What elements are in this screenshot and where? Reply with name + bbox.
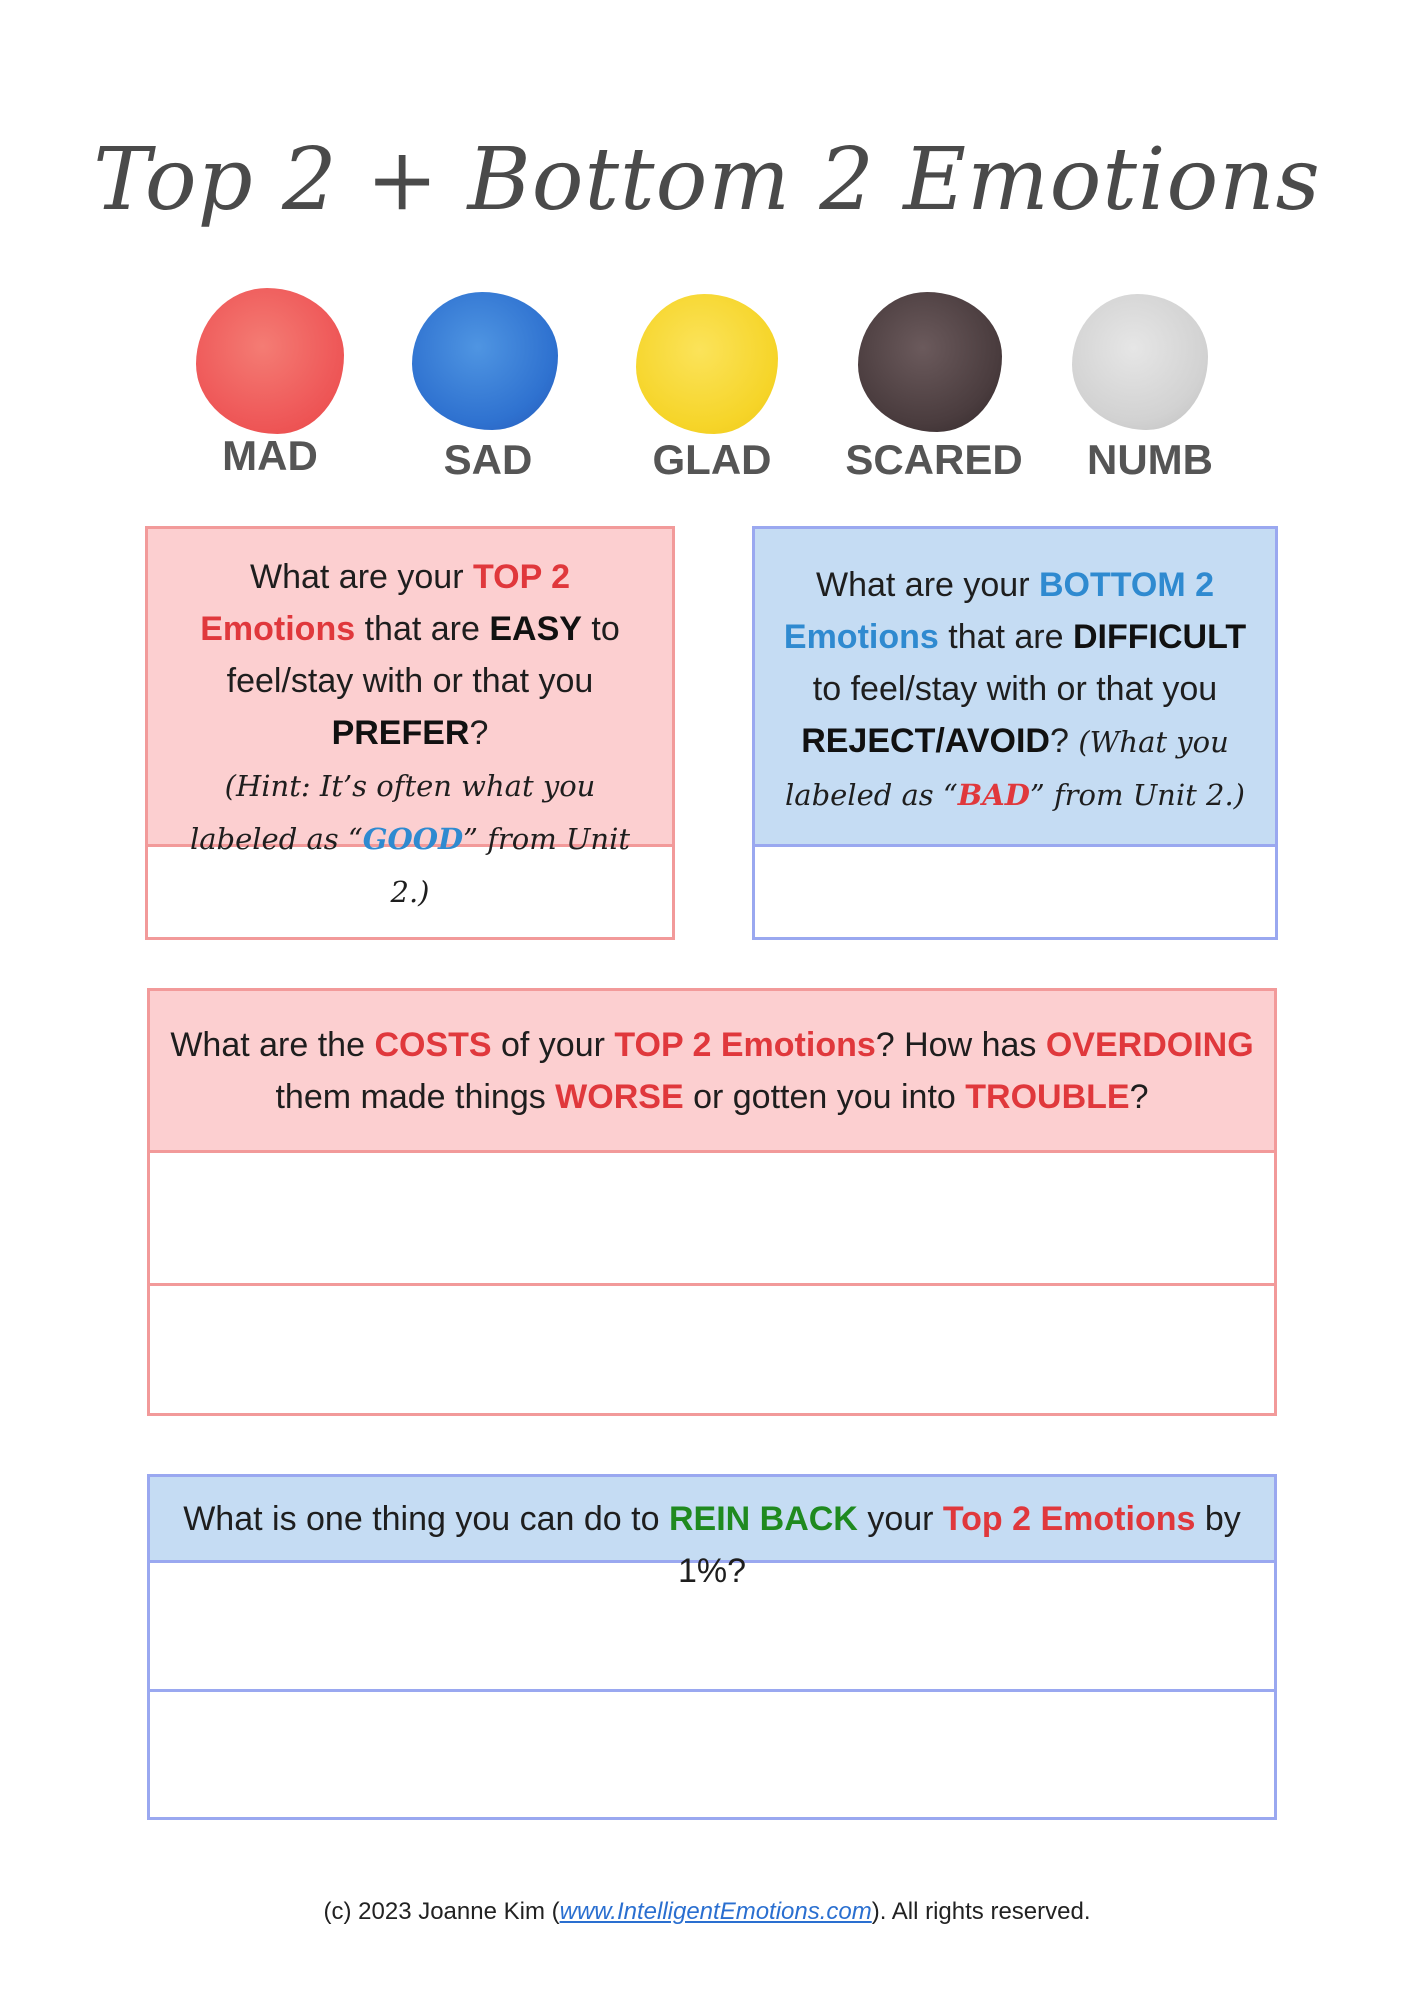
costs-box <box>147 988 1277 1416</box>
numb-color-swatch <box>1072 294 1208 430</box>
costs-answer-field-2[interactable] <box>150 1283 1274 1413</box>
costs-question: What are the COSTS of your TOP 2 Emotions? How has OVERDOING them made things WORSE or gotten you into TROUBLE? <box>150 991 1274 1153</box>
top-emotions-box <box>145 526 675 940</box>
costs-answer-field-1[interactable] <box>150 1153 1274 1283</box>
scared-color-swatch <box>858 292 1002 432</box>
bottom-emotions-hint: (What you labeled as “BAD” from Unit 2.) <box>785 725 1245 812</box>
top-emotions-question: What are your TOP 2 Emotions that are EASY to feel/stay with or that you PREFER? (Hint: It’s often what you labeled as “GOOD” from Unit 2.) <box>148 529 672 847</box>
mad-color-swatch <box>196 288 344 434</box>
emotion-label-glad: GLAD <box>652 436 772 483</box>
bottom-emotions-box <box>752 526 1278 940</box>
website-link[interactable]: www.IntelligentEmotions.com <box>559 1898 872 1925</box>
top-emotions-hint: (Hint: It’s often what you labeled as “GOOD” from Unit 2.) <box>189 769 631 909</box>
bottom-emotions-question: What are your BOTTOM 2 Emotions that are DIFFICULT to feel/stay with or that you REJECT/AVOID? (What you labeled as “BAD” from Unit 2.) <box>755 529 1275 847</box>
glad-color-swatch <box>636 294 778 434</box>
rein-back-answer-field-2[interactable] <box>150 1689 1274 1817</box>
rein-back-box <box>147 1474 1277 1820</box>
page-title: Top 2 + Bottom 2 Emotions <box>93 130 1321 230</box>
emotion-label-mad: MAD <box>222 432 318 479</box>
emotion-label-scared: SCARED <box>845 436 1023 483</box>
rein-back-question: What is one thing you can do to REIN BACK your Top 2 Emotions by 1%? <box>150 1477 1274 1563</box>
emotion-label-sad: SAD <box>443 436 533 483</box>
copyright-footer: (c) 2023 Joanne Kim (www.IntelligentEmotions.com). All rights reserved. <box>323 1898 1091 1925</box>
emotion-label-numb: NUMB <box>1087 436 1213 483</box>
bottom-emotions-answer-field[interactable] <box>755 847 1275 937</box>
sad-color-swatch <box>412 292 558 430</box>
